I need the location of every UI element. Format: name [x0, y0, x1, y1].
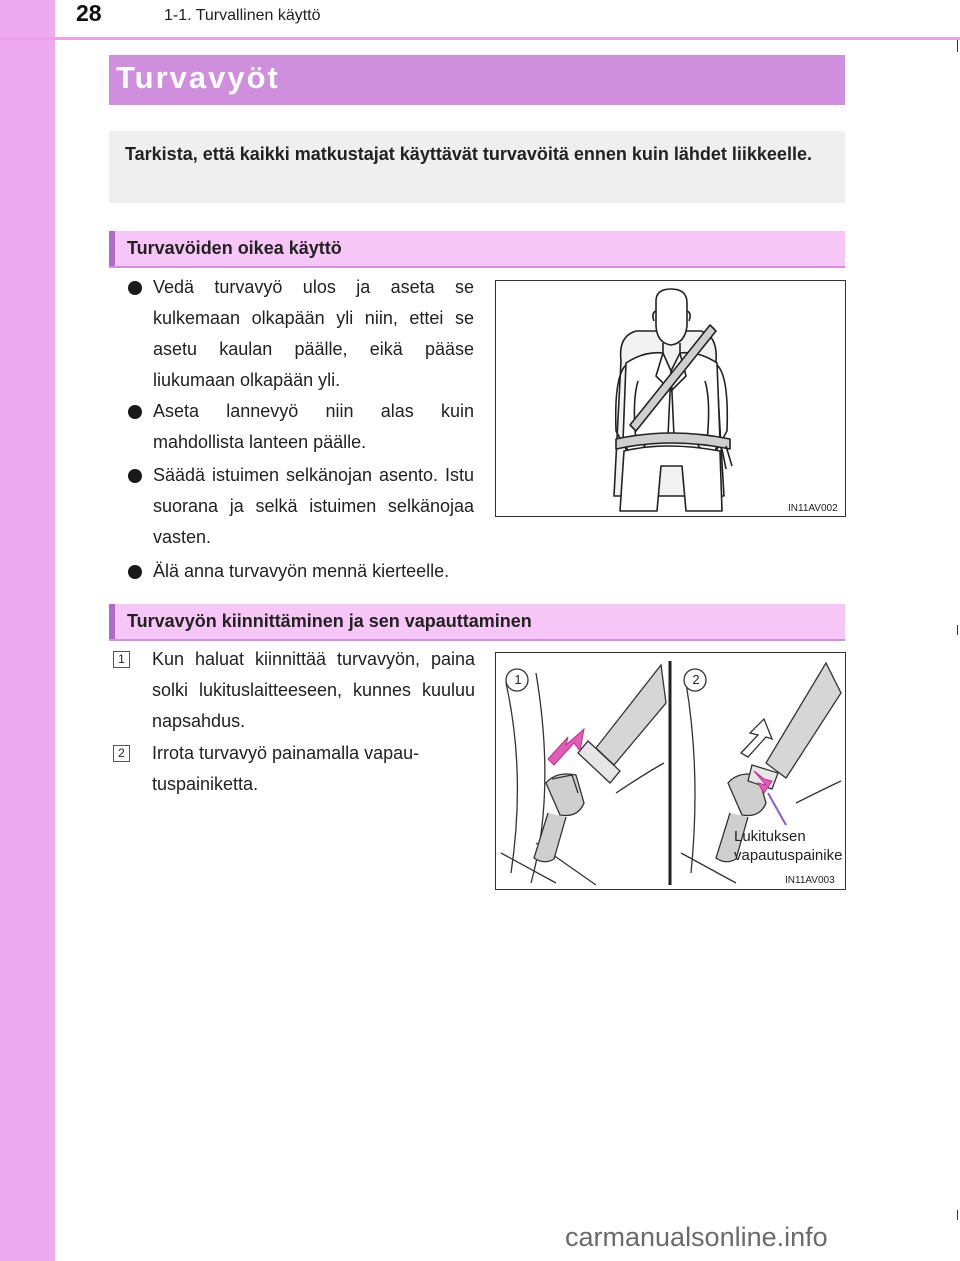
figure-code: IN11AV002	[788, 503, 838, 514]
buckle-illustration	[495, 652, 846, 890]
bullet-text: Älä anna turvavyön mennä kierteelle.	[153, 561, 450, 581]
heading-accent	[109, 231, 115, 266]
step-number-badge: 1	[113, 651, 130, 668]
bullet-text: Säädä istuimen selkänojan asento. Istu suorana ja selkä istuimen selkänojaa vasten.	[153, 465, 474, 547]
panel-number-2: 2	[692, 672, 700, 687]
bullet-text: Aseta lannevyö niin alas kuin mahdollista lanteen päälle.	[153, 401, 474, 452]
bullet-text: Vedä turvavyö ulos ja aseta se kulkemaan olkapään yli niin, ettei se asetu kaulan päälle, eikä pääse liukumaan olkapään yli.	[153, 277, 474, 390]
heading-accent	[109, 604, 115, 639]
bullet-item	[128, 272, 474, 396]
step-text: Irrota turvavyö painamalla vapau-tuspainiketta.	[152, 743, 420, 794]
step-item	[113, 644, 475, 737]
step-text: Kun haluat kiinnittää turvavyön, paina solki lukituslaitteeseen, kunnes kuuluu napsahdus.	[152, 649, 475, 731]
section-heading-text: Turvavyön kiinnittäminen ja sen vapauttaminen	[127, 611, 532, 631]
bullet-item	[128, 556, 548, 587]
section-heading-fastening	[109, 604, 845, 641]
header-rule	[0, 37, 960, 40]
bullet-dot-icon	[128, 565, 142, 579]
figure-code: IN11AV003	[785, 875, 835, 886]
bullet-dot-icon	[128, 405, 142, 419]
seatbelt-posture-illustration	[495, 280, 846, 517]
bullet-item	[128, 396, 474, 458]
step-item	[113, 738, 475, 800]
side-color-strip	[0, 0, 55, 1261]
crop-mark	[957, 1210, 958, 1220]
panel-number-1: 1	[514, 672, 522, 687]
crop-mark	[957, 625, 958, 635]
page-number: 28	[76, 0, 102, 26]
section-heading-correct-use	[109, 231, 845, 268]
step-number-badge: 2	[113, 745, 130, 762]
callout-label-line-2: vapautuspainike	[734, 847, 843, 864]
seated-person-icon	[496, 281, 845, 516]
callout-label-line-1: Lukituksen	[734, 828, 806, 845]
crop-mark	[957, 40, 958, 52]
bullet-dot-icon	[128, 281, 142, 295]
bullet-item	[128, 460, 474, 553]
page-title: Turvavyöt	[116, 60, 280, 95]
bullet-dot-icon	[128, 469, 142, 483]
chapter-section-title: 1-1. Turvallinen käyttö	[164, 7, 321, 24]
section-heading-text: Turvavöiden oikea käyttö	[127, 238, 342, 258]
watermark-text: carmanualsonline.info	[565, 1222, 828, 1252]
intro-text: Tarkista, että kaikki matkustajat käyttävät turvavöitä ennen kuin lähdet liikkeelle.	[125, 144, 812, 164]
